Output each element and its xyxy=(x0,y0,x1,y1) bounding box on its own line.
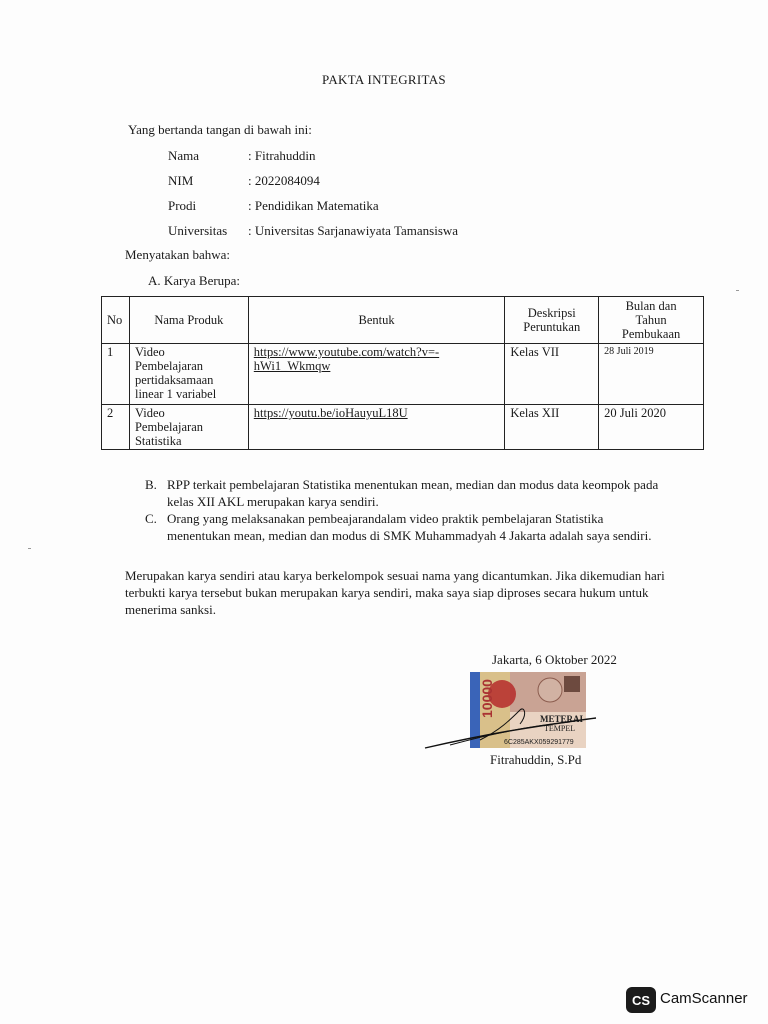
cell-tanggal: 20 Juli 2020 xyxy=(599,405,704,450)
stamp-serial: 6C285AKX059291779 xyxy=(504,739,574,746)
field-nim xyxy=(168,173,320,189)
list-item-c xyxy=(145,510,665,544)
cell-line: Video xyxy=(134,345,165,359)
header-bulan-line: Tahun xyxy=(635,313,667,327)
list-marker: C. xyxy=(145,511,157,526)
document-title: PAKTA INTEGRITAS xyxy=(322,72,446,87)
table-row xyxy=(102,344,704,405)
header-no: No xyxy=(102,297,130,344)
header-bentuk: Bentuk xyxy=(248,297,505,344)
scan-speck xyxy=(736,290,739,291)
scan-speck xyxy=(28,548,31,549)
stamp-amount: 10000 xyxy=(479,679,495,718)
cell-line: linear 1 variabel xyxy=(134,387,217,401)
cell-deskripsi: Kelas VII xyxy=(505,344,599,405)
cell-no: 2 xyxy=(102,405,130,450)
stamp-label-1: METERAI xyxy=(540,714,584,724)
youtube-link-continued[interactable]: hWi1_Wkmqw xyxy=(253,359,331,373)
list-marker: B. xyxy=(145,477,157,492)
cell-nama-produk xyxy=(129,405,248,450)
closing-paragraph: Merupakan karya sendiri atau karya berkelompok sesuai nama yang dicantumkan. Jika dikemudian hari terbukti karya tersebut bukan merupakan karya sendiri, maka saya siap diproses secara hukum untuk menerima sanksi. xyxy=(125,568,665,617)
header-nama-produk: Nama Produk xyxy=(129,297,248,344)
field-value: : Pendidikan Matematika xyxy=(248,198,379,213)
header-deskripsi-line: Peruntukan xyxy=(523,320,581,334)
list-item-a: A. Karya Berupa: xyxy=(148,273,241,288)
header-deskripsi xyxy=(505,297,599,344)
cell-deskripsi: Kelas XII xyxy=(505,405,599,450)
field-nama xyxy=(168,148,316,164)
field-prodi xyxy=(168,198,379,214)
cell-bentuk xyxy=(248,344,505,405)
table-header-row xyxy=(102,297,704,344)
cell-nama-produk xyxy=(129,344,248,405)
signer-name: Fitrahuddin, S.Pd xyxy=(490,752,582,767)
field-value: : 2022084094 xyxy=(248,173,320,188)
cell-bentuk xyxy=(248,405,505,450)
stamp-label-2: TEMPEL xyxy=(544,724,576,733)
field-value: : Fitrahuddin xyxy=(248,148,316,163)
cell-tanggal: 28 Juli 2019 xyxy=(599,344,704,405)
camscanner-logo-icon: CS xyxy=(626,987,656,1013)
cell-line: Pembelajaran xyxy=(134,359,204,373)
header-bulan-line: Bulan dan xyxy=(625,299,677,313)
place-date: Jakarta, 6 Oktober 2022 xyxy=(492,652,617,667)
field-universitas xyxy=(168,223,458,239)
field-label: Nama xyxy=(168,148,200,163)
header-deskripsi-line: Deskripsi xyxy=(527,306,576,320)
header-bulan-line: Pembukaan xyxy=(621,327,681,341)
list-text: RPP terkait pembelajaran Statistika menentukan mean, median dan modus data keompok pada kelas XII AKL merupakan karya sendiri. xyxy=(167,477,659,509)
field-label: Prodi xyxy=(168,198,197,213)
signature xyxy=(420,690,600,760)
cell-line: pertidaksamaan xyxy=(134,373,214,387)
list-item-b xyxy=(145,476,665,510)
youtube-link[interactable]: https://www.youtube.com/watch?v=- xyxy=(253,345,440,359)
cell-line: Statistika xyxy=(134,434,182,448)
header-bulan-tahun xyxy=(599,297,704,344)
table-row xyxy=(102,405,704,450)
works-table xyxy=(101,296,704,450)
youtube-link[interactable]: https://youtu.be/ioHauyuL18U xyxy=(253,406,408,420)
cell-line: Video xyxy=(134,406,165,420)
camscanner-watermark: CamScanner xyxy=(660,990,748,1007)
field-value: : Universitas Sarjanawiyata Tamansiswa xyxy=(248,223,459,238)
cell-no: 1 xyxy=(102,344,130,405)
field-label: Universitas xyxy=(168,223,228,238)
intro-text: Yang bertanda tangan di bawah ini: xyxy=(128,122,312,137)
field-label: NIM xyxy=(168,173,194,188)
list-text: Orang yang melaksanakan pembeajarandalam video praktik pembelajaran Statistika menentukan mean, median dan modus di SMK Muhammadyah 4 Jakarta adalah saya sendiri. xyxy=(167,511,652,543)
statement-heading: Menyatakan bahwa: xyxy=(125,247,231,262)
cell-line: Pembelajaran xyxy=(134,420,204,434)
